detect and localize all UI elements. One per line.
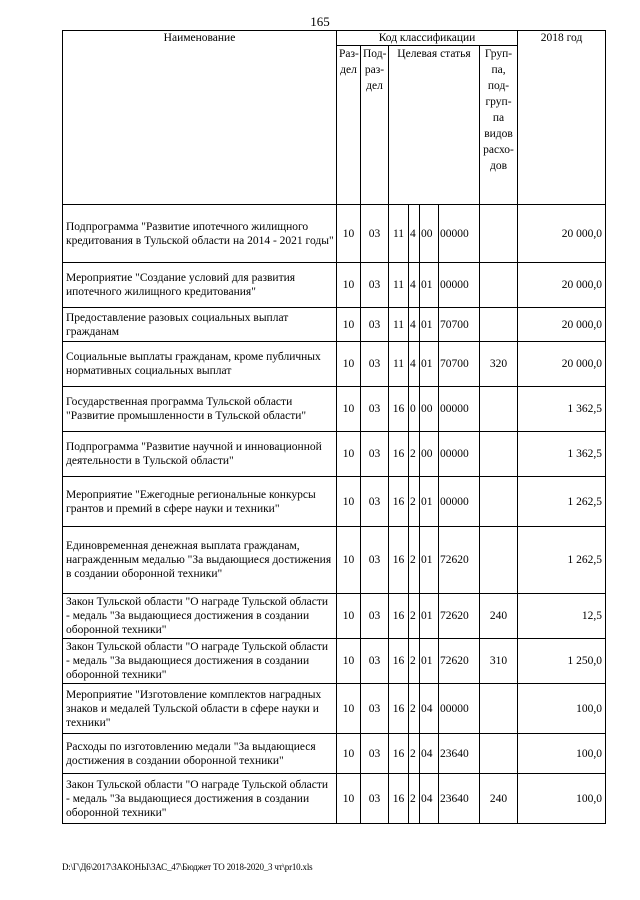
row-amount: 12,5: [518, 594, 606, 639]
header-row-top: [63, 31, 606, 46]
row-amount: 100,0: [518, 774, 606, 824]
row-podrazdel: 03: [361, 774, 389, 824]
row-target-event: 01: [420, 639, 439, 684]
row-name: Мероприятие "Ежегодные региональные конкурсы грантов и премий в сфере науки и техники": [63, 477, 337, 527]
row-amount: 100,0: [518, 734, 606, 774]
row-target-direction: 00000: [439, 684, 480, 734]
header-name: Наименование: [63, 31, 337, 205]
row-razdel: 10: [337, 774, 361, 824]
row-amount: 100,0: [518, 684, 606, 734]
row-expense-group: [480, 308, 518, 342]
row-amount: 20 000,0: [518, 205, 606, 263]
row-expense-group: [480, 684, 518, 734]
row-target-program: 11: [389, 263, 409, 308]
row-target-direction: 23640: [439, 734, 480, 774]
table-row: [63, 342, 606, 387]
row-target-subprogram: 2: [409, 684, 420, 734]
row-target-direction: 00000: [439, 432, 480, 477]
row-name: Расходы по изготовлению медали "За выдающиеся достижения в создании оборонной техники": [63, 734, 337, 774]
row-podrazdel: 03: [361, 477, 389, 527]
row-name: Закон Тульской области "О награде Тульской области - медаль "За выдающиеся достижения в создании оборонной техники": [63, 639, 337, 684]
row-target-subprogram: 2: [409, 432, 420, 477]
table-row: [63, 477, 606, 527]
row-target-subprogram: 2: [409, 527, 420, 594]
row-expense-group: [480, 432, 518, 477]
budget-table: [62, 30, 606, 824]
row-target-subprogram: 2: [409, 477, 420, 527]
row-target-event: 01: [420, 594, 439, 639]
row-target-program: 16: [389, 734, 409, 774]
row-target-direction: 00000: [439, 477, 480, 527]
header-razdel: Раз- дел: [337, 46, 361, 205]
row-expense-group: 240: [480, 594, 518, 639]
row-name: Подпрограмма "Развитие научной и инновационной деятельности в Тульской области": [63, 432, 337, 477]
row-target-subprogram: 4: [409, 205, 420, 263]
row-name: Предоставление разовых социальных выплат гражданам: [63, 308, 337, 342]
row-expense-group: 320: [480, 342, 518, 387]
row-name: Единовременная денежная выплата гражданам, награжденным медалью "За выдающиеся достижения в создании оборонной техники": [63, 527, 337, 594]
row-amount: 1 362,5: [518, 432, 606, 477]
row-amount: 1 250,0: [518, 639, 606, 684]
row-razdel: 10: [337, 734, 361, 774]
row-podrazdel: 03: [361, 639, 389, 684]
row-name: Государственная программа Тульской области "Развитие промышленности в Тульской области": [63, 387, 337, 432]
row-razdel: 10: [337, 432, 361, 477]
table-row: [63, 263, 606, 308]
row-target-program: 16: [389, 387, 409, 432]
row-expense-group: [480, 387, 518, 432]
row-amount: 20 000,0: [518, 308, 606, 342]
row-target-subprogram: 2: [409, 734, 420, 774]
header-code: Код классификации: [337, 31, 518, 46]
row-podrazdel: 03: [361, 684, 389, 734]
row-target-program: 16: [389, 684, 409, 734]
row-target-direction: 00000: [439, 205, 480, 263]
row-amount: 20 000,0: [518, 342, 606, 387]
row-amount: 1 362,5: [518, 387, 606, 432]
row-target-program: 16: [389, 527, 409, 594]
row-expense-group: [480, 734, 518, 774]
table-row: [63, 205, 606, 263]
row-target-subprogram: 4: [409, 308, 420, 342]
row-target-event: 01: [420, 527, 439, 594]
table-row: [63, 774, 606, 824]
header-year: 2018 год: [518, 31, 606, 205]
row-target-event: 00: [420, 387, 439, 432]
row-expense-group: 310: [480, 639, 518, 684]
row-target-event: 04: [420, 684, 439, 734]
row-expense-group: [480, 205, 518, 263]
row-razdel: 10: [337, 308, 361, 342]
row-expense-group: [480, 263, 518, 308]
row-target-direction: 00000: [439, 387, 480, 432]
page-number: 165: [310, 14, 330, 29]
header-podrazdel: Под- раз- дел: [361, 46, 389, 205]
row-expense-group: [480, 527, 518, 594]
row-name: Социальные выплаты гражданам, кроме публичных нормативных социальных выплат: [63, 342, 337, 387]
row-target-event: 01: [420, 263, 439, 308]
row-target-subprogram: 2: [409, 594, 420, 639]
row-razdel: 10: [337, 205, 361, 263]
row-podrazdel: 03: [361, 342, 389, 387]
row-target-subprogram: 2: [409, 774, 420, 824]
table-row: [63, 527, 606, 594]
row-target-direction: 72620: [439, 527, 480, 594]
row-amount: 20 000,0: [518, 263, 606, 308]
row-podrazdel: 03: [361, 527, 389, 594]
row-target-program: 16: [389, 774, 409, 824]
row-name: Закон Тульской области "О награде Тульской области - медаль "За выдающиеся достижения в создании оборонной техники": [63, 594, 337, 639]
row-name: Закон Тульской области "О награде Тульской области - медаль "За выдающиеся достижения в создании оборонной техники": [63, 774, 337, 824]
row-name: Мероприятие "Создание условий для развития ипотечного жилищного кредитования": [63, 263, 337, 308]
header-group: Груп- па, под- груп- па видов расхо- дов: [480, 46, 518, 205]
row-target-direction: 70700: [439, 342, 480, 387]
row-target-event: 01: [420, 308, 439, 342]
row-razdel: 10: [337, 477, 361, 527]
table-row: [63, 594, 606, 639]
row-target-direction: 00000: [439, 263, 480, 308]
row-expense-group: 240: [480, 774, 518, 824]
row-razdel: 10: [337, 387, 361, 432]
footer-file-path: D:\Г\Д6\2017\ЗАКОНЫ\ЗАС_47\Бюджет ТО 2018-2020_3 чт\pr10.xls: [62, 862, 313, 872]
row-name: Подпрограмма "Развитие ипотечного жилищного кредитования в Тульской области на 2014 - 2021 годы": [63, 205, 337, 263]
row-target-event: 01: [420, 477, 439, 527]
row-target-event: 00: [420, 205, 439, 263]
row-target-subprogram: 0: [409, 387, 420, 432]
row-target-event: 00: [420, 432, 439, 477]
row-podrazdel: 03: [361, 387, 389, 432]
row-expense-group: [480, 477, 518, 527]
table-row: [63, 387, 606, 432]
table-row: [63, 432, 606, 477]
row-razdel: 10: [337, 684, 361, 734]
row-podrazdel: 03: [361, 734, 389, 774]
row-target-event: 04: [420, 774, 439, 824]
header-target: Целевая статья: [389, 46, 480, 205]
table-row: [63, 734, 606, 774]
row-target-direction: 23640: [439, 774, 480, 824]
row-target-program: 16: [389, 477, 409, 527]
row-amount: 1 262,5: [518, 527, 606, 594]
row-target-subprogram: 2: [409, 639, 420, 684]
table-row: [63, 639, 606, 684]
row-target-program: 11: [389, 205, 409, 263]
row-podrazdel: 03: [361, 205, 389, 263]
row-razdel: 10: [337, 263, 361, 308]
row-target-direction: 72620: [439, 594, 480, 639]
table-row: [63, 308, 606, 342]
row-target-direction: 70700: [439, 308, 480, 342]
row-target-program: 11: [389, 308, 409, 342]
row-target-program: 16: [389, 432, 409, 477]
row-podrazdel: 03: [361, 432, 389, 477]
row-razdel: 10: [337, 594, 361, 639]
row-target-event: 01: [420, 342, 439, 387]
table-row: [63, 684, 606, 734]
row-razdel: 10: [337, 527, 361, 594]
row-target-direction: 72620: [439, 639, 480, 684]
row-podrazdel: 03: [361, 594, 389, 639]
row-target-subprogram: 4: [409, 342, 420, 387]
row-target-event: 04: [420, 734, 439, 774]
row-target-program: 11: [389, 342, 409, 387]
row-target-subprogram: 4: [409, 263, 420, 308]
row-amount: 1 262,5: [518, 477, 606, 527]
row-podrazdel: 03: [361, 263, 389, 308]
row-target-program: 16: [389, 639, 409, 684]
row-name: Мероприятие "Изготовление комплектов наградных знаков и медалей Тульской области в сфере науки и техники": [63, 684, 337, 734]
row-razdel: 10: [337, 639, 361, 684]
row-podrazdel: 03: [361, 308, 389, 342]
row-target-program: 16: [389, 594, 409, 639]
row-razdel: 10: [337, 342, 361, 387]
